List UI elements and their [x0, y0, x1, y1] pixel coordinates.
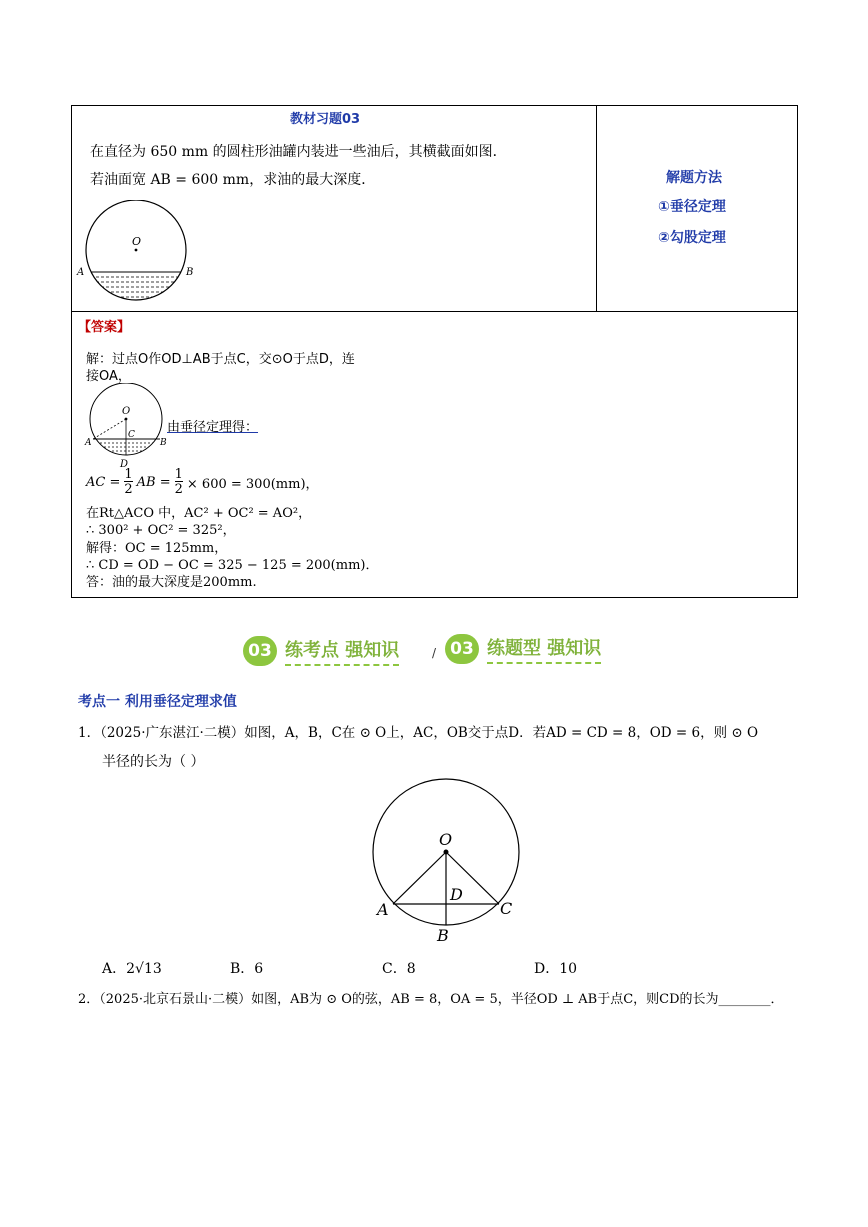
- q1-line-1: 1．（2025·广东湛江·二模）如图，A，B，C在 ⊙ O上，AC，OB交于点D．若AD = CD = 8，OD = 6，则 ⊙ O: [78, 725, 759, 741]
- answer-header: 【答案】: [78, 320, 131, 335]
- ans-label-d: D: [120, 459, 129, 470]
- column-divider: [596, 105, 597, 312]
- tank-label-b: B: [186, 267, 194, 278]
- fraction-1: [124, 468, 132, 496]
- oil-tank-figure: [76, 200, 198, 304]
- tank-label-a: A: [77, 267, 85, 278]
- tank-label-o: O: [132, 235, 142, 248]
- equation-4: 解得：OC = 125mm，: [86, 541, 228, 556]
- q1-option-d[interactable]: D．10: [534, 961, 578, 977]
- answer-line-2: 接OA，: [86, 369, 131, 384]
- frac2-den: 2: [174, 482, 183, 497]
- banner-right-badge: 03: [445, 634, 479, 664]
- banner-right-label: 练题型 强知识: [487, 634, 601, 664]
- frac1-den: 2: [124, 482, 133, 497]
- q1-figure: [360, 770, 532, 948]
- ans-label-c: C: [128, 430, 135, 440]
- eq1-left: AC =: [86, 474, 121, 490]
- eq1-right: AB =: [136, 474, 171, 490]
- equation-6: 答：油的最大深度是200mm.: [86, 575, 257, 590]
- problem-line-2: 若油面宽 AB = 600 mm，求油的最大深度．: [90, 172, 376, 188]
- fraction-2: [175, 468, 183, 496]
- q1-label-d: D: [450, 885, 463, 904]
- banner-left-label: 练考点 强知识: [285, 636, 399, 666]
- equation-1: [86, 468, 319, 496]
- equation-5: ∴ CD = OD − OC = 325 − 125 = 200(mm)．: [86, 558, 379, 573]
- q1-label-a: A: [377, 900, 389, 919]
- equation-2: 在Rt△ACO 中，AC² + OC² = AO²，: [86, 506, 312, 521]
- section-title: 考点一 利用垂径定理求值: [78, 694, 237, 710]
- method-1: ①垂径定理: [658, 199, 726, 215]
- ans-label-b: B: [160, 438, 167, 448]
- q1-option-b[interactable]: B．6: [230, 961, 264, 977]
- q1-option-a[interactable]: A．2√13: [102, 961, 162, 977]
- banner-left: [243, 636, 399, 666]
- equation-3: ∴ 300² + OC² = 325²，: [86, 523, 236, 538]
- q1-label-c: C: [500, 899, 513, 918]
- by-theorem: 由垂径定理得：: [167, 420, 259, 435]
- banner-slash: /: [432, 646, 437, 660]
- q1-option-c[interactable]: C．8: [382, 961, 416, 977]
- answer-figure: [84, 383, 168, 473]
- q2-line-1: 2．（2025·北京石景山·二模）如图，AB为 ⊙ O的弦，AB = 8，OA = 5，半径OD ⊥ AB于点C，则CD的长为________．: [78, 992, 784, 1007]
- banner-left-badge: 03: [243, 636, 277, 666]
- q1-line-2: 半径的长为（ ）: [102, 754, 205, 770]
- banner-right: [445, 634, 601, 664]
- textbook-title: 教材习题03: [290, 112, 361, 127]
- frac2-num: 1: [174, 467, 183, 482]
- ans-label-o: O: [122, 406, 131, 417]
- answer-line-1: 解：过点O作OD⊥AB于点C，交⊙O于点D，连: [86, 352, 355, 367]
- ans-label-a: A: [85, 438, 92, 448]
- frac1-num: 1: [124, 467, 133, 482]
- q1-label-b: B: [437, 926, 449, 945]
- method-2: ②勾股定理: [658, 230, 726, 246]
- eq1-right2: × 600 = 300(mm)，: [186, 476, 319, 492]
- q1-label-o: O: [439, 830, 453, 849]
- method-title: 解题方法: [666, 170, 722, 186]
- problem-line-1: 在直径为 650 mm 的圆柱形油罐内装进一些油后，其横截面如图．: [90, 144, 507, 160]
